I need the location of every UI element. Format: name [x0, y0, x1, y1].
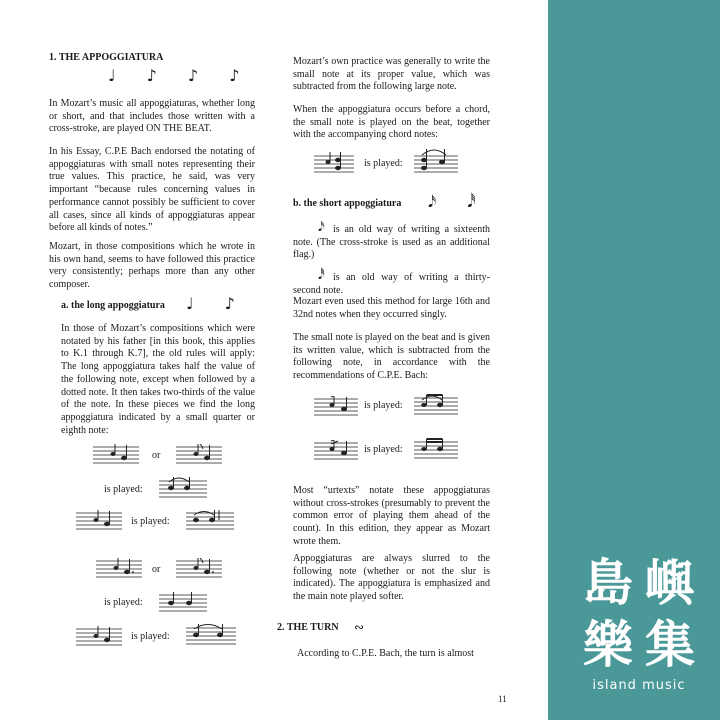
- heading-appoggiatura: 1. THE APPOGGIATURA: [49, 52, 164, 63]
- label-or: or: [152, 564, 161, 575]
- music-example-staff: [159, 476, 207, 503]
- paragraph-mozart-practice: Mozart, in those compositions which he wrote in his own hand, seems to have followed this practice very consistently; perhaps more than any other composer.: [49, 241, 255, 291]
- label-is-played: is played:: [364, 158, 403, 169]
- turn-symbol: ∾: [354, 620, 365, 634]
- paragraph-intro: In Mozart’s music all appoggiaturas, whether long or short, and that includes those written with a cross-stroke, are played ON THE BEAT.: [49, 98, 255, 135]
- heading-turn: 2. THE TURN: [277, 622, 339, 633]
- paragraph-turn: According to C.P.E. Bach, the turn is almost: [297, 648, 474, 659]
- logo-subtitle: island music: [592, 678, 686, 693]
- island-music-logo: [583, 552, 695, 693]
- music-example-staff: [96, 558, 142, 583]
- music-example-chord-staff: [314, 152, 354, 181]
- paragraph-long-appoggiatura: In those of Mozart’s compositions which were notated by his father [in this book, this applies to K.1 through K.7], the old rules will apply: The long appoggiatura takes half the value of the following note, except when followed by a dotted note. It then takes two-thirds of the value of the note. In these pieces we find the long appoggiatura indicated by a small quarter or eighth note:: [61, 323, 255, 436]
- music-example-staff: [159, 592, 207, 617]
- label-or: or: [152, 450, 161, 461]
- logo-char: 集: [645, 616, 695, 674]
- label-is-played: is played:: [104, 484, 143, 495]
- music-example-staff: [186, 510, 234, 537]
- music-example-staff: [76, 510, 122, 535]
- heading-short-appoggiatura: b. the short appoggiatura: [293, 198, 402, 209]
- label-is-played: is played:: [364, 400, 403, 411]
- music-example-chord-staff: [414, 146, 458, 181]
- paragraph-chord: When the appoggiatura occurs before a chord, the small note is played on the beat, together with the accompanying chord notes:: [293, 104, 490, 141]
- thirty-second-note-glyph: 𝅘𝅥𝅰: [318, 268, 325, 283]
- music-example-staff: [186, 623, 236, 652]
- short-appoggiatura-notes: 𝅘𝅥𝅯 𝅘𝅥𝅰: [428, 192, 489, 211]
- logo-char: 嶼: [645, 554, 695, 612]
- music-example-staff: [414, 438, 458, 465]
- music-example-staff: [414, 394, 458, 421]
- label-is-played: is played:: [364, 444, 403, 455]
- long-appoggiatura-notes: ♩ ♪: [186, 294, 248, 313]
- paragraph-mozart-method: Mozart even used this method for large 16th and 32nd notes when they occurred singly.: [293, 296, 490, 320]
- music-example-staff: [76, 626, 122, 651]
- music-example-staff: [176, 558, 222, 583]
- paragraph-slurred: Appoggiaturas are always slurred to the following note (whether or not the slur is indicated). The appoggiatura is emphasized and the main note played softer.: [293, 553, 490, 603]
- label-is-played: is played:: [104, 597, 143, 608]
- paragraph-sixteenth: is an old way of writing a sixteenth note. (The cross-stroke is used as an additional flag.): [293, 224, 490, 261]
- heading-note-values: ♩ ♪ ♪ ♪: [108, 66, 253, 85]
- paragraph-small-note: The small note is played on the beat and is given its written value, which is subtracted from the following note, in accordance with the recommendations of C.P.E. Bach:: [293, 332, 490, 382]
- music-example-staff: [93, 444, 139, 469]
- logo-char: 樂: [583, 616, 633, 674]
- music-example-staff: [314, 440, 358, 465]
- paragraph-urtexts: Most “urtexts” notate these appoggiaturas without cross-strokes (presumably to prevent the common error of playing them ahead of the count). In this edition, they appear as Mozart wrote them.: [293, 485, 490, 547]
- music-example-staff: [176, 444, 222, 469]
- heading-long-appoggiatura: a. the long appoggiatura: [61, 300, 165, 311]
- logo-char: 島: [583, 554, 633, 612]
- paragraph-thirty-second: is an old way of writing a thirty-second note.: [293, 272, 490, 296]
- page-number: 11: [498, 694, 507, 704]
- label-is-played: is played:: [131, 516, 170, 527]
- paragraph-own-practice: Mozart’s own practice was generally to write the small note at its proper value, which was subtracted from the following large note.: [293, 56, 490, 93]
- label-is-played: is played:: [131, 631, 170, 642]
- sixteenth-note-glyph: 𝅘𝅥𝅯: [318, 220, 325, 235]
- music-example-staff: [314, 396, 358, 421]
- paragraph-essay: In his Essay, C.P.E Bach endorsed the notating of appoggiaturas with small notes representing their true values. This practice, he said, was very important “because rules concerning values in performance cannot possibly be sufficient to cover all cases, since all kinds of appoggiaturas appear before all kinds of notes.”: [49, 146, 255, 234]
